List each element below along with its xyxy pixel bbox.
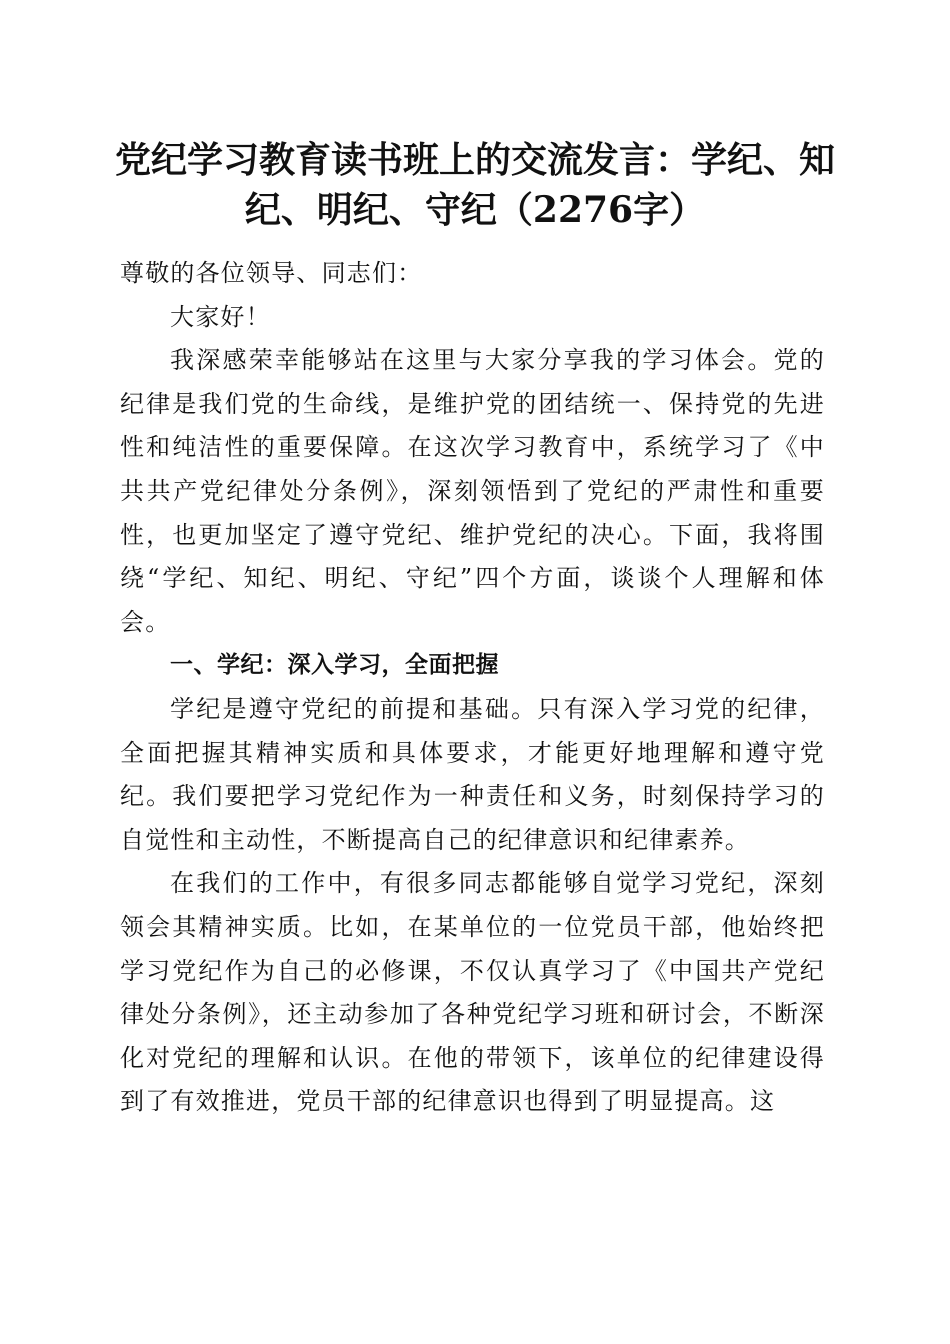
document-body: [120, 252, 825, 1124]
salutation: 尊敬的各位领导、同志们：: [120, 259, 423, 287]
section-paragraph: 学纪是遵守党纪的前提和基础。只有深入学习党的纪律，全面把握其精神实质和具体要求，才能更好地理解和遵守党纪。我们要把学习党纪作为一种责任和义务，时刻保持学习的自觉性和主动性，不断提高自己的纪律意识和纪律素养。: [120, 694, 825, 854]
intro-paragraph: 我深感荣幸能够站在这里与大家分享我的学习体会。党的纪律是我们党的生命线，是维护党的团结统一、保持党的先进性和纯洁性的重要保障。在这次学习教育中，系统学习了《中共共产党纪律处分条例》，深刻领悟到了党纪的严肃性和重要性，也更加坚定了遵守党纪、维护党纪的决心。下面，我将围绕“学纪、知纪、明纪、守纪”四个方面，谈谈个人理解和体会。: [120, 346, 825, 636]
section-heading: 一、学纪：深入学习，全面把握: [170, 652, 499, 679]
greeting: 大家好！: [170, 302, 271, 331]
document-title: 党纪学习教育读书班上的交流发言：学纪、知纪、明纪、守纪（2276字）: [114, 139, 835, 231]
section-paragraph: 在我们的工作中，有很多同志都能够自觉学习党纪，深刻领会其精神实质。比如，在某单位的一位党员干部，他始终把学习党纪作为自己的必修课，不仅认真学习了《中国共产党纪律处分条例》，还主动参加了各种党纪学习班和研讨会，不断深化对党纪的理解和认识。在他的带领下，该单位的纪律建设得到了有效推进，党员干部的纪律意识也得到了明显提高。这: [120, 869, 825, 1116]
